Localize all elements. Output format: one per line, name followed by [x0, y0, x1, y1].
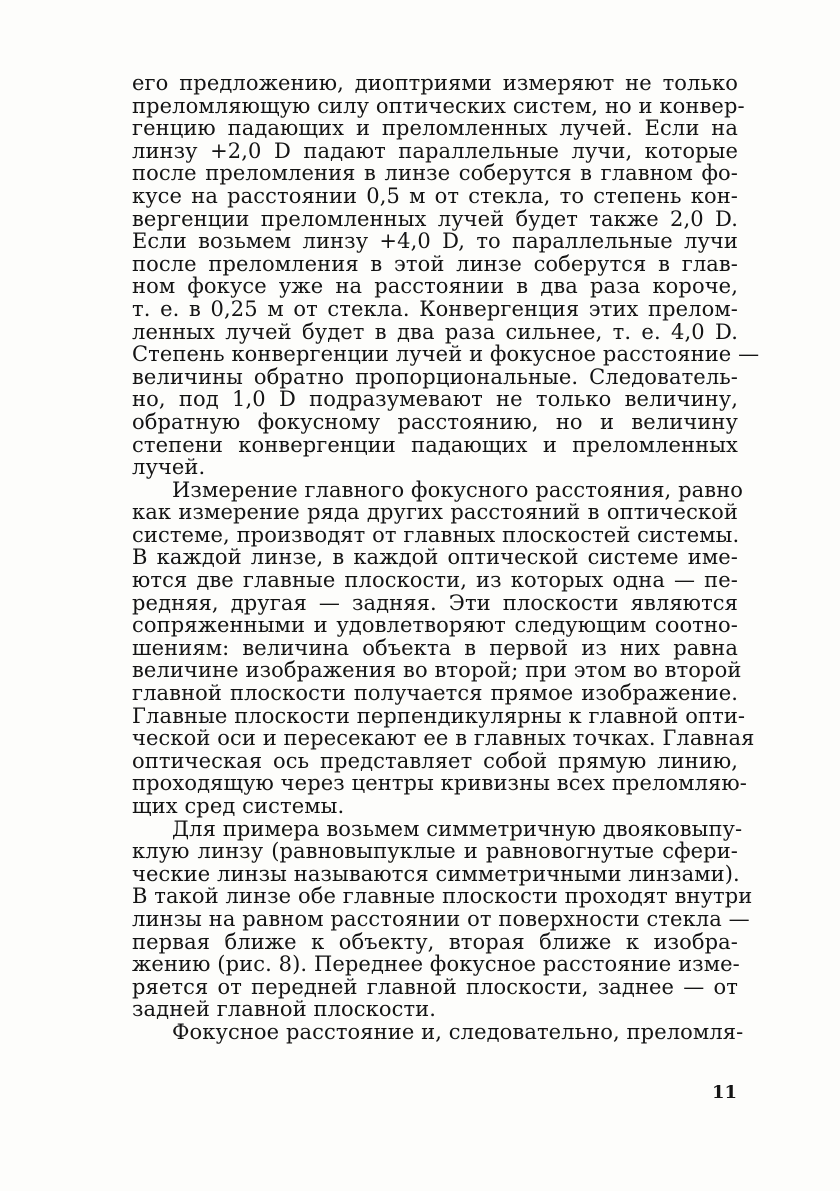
text-line: обратную фокусному расстоянию, но и величину — [132, 409, 738, 434]
text-line: величине изображения во второй; при этом во второй — [132, 658, 742, 683]
text-line: Для примера возьмем симметричную двояковыпу- — [172, 816, 743, 841]
text-line: сопряженными и удовлетворяют следующим соотно- — [132, 613, 738, 638]
page-number: 11 — [712, 1082, 738, 1103]
text-line: как измерение ряда других расстояний в оптической — [132, 500, 738, 525]
text-line: оптическая ось представляет собой прямую линию, — [132, 748, 738, 773]
text-line: ческой оси и пересекают ее в главных точках. Главная — [132, 726, 755, 751]
text-line: первая ближе к объекту, вторая ближе к изобра- — [132, 929, 738, 954]
text-line: шениям: величина объекта в первой из них равна — [132, 635, 738, 660]
text-line: степени конвергенции падающих и преломленных — [132, 432, 738, 457]
text-line: генцию падающих и преломленных лучей. Если на — [132, 116, 738, 141]
text-line: кусе на расстоянии 0,5 м от стекла, то степень кон- — [132, 183, 738, 208]
text-line: щих сред системы. — [132, 794, 345, 818]
text-line: ленных лучей будет в два раза сильнее, т. е. 4,0 D. — [132, 319, 738, 344]
text-line: Измерение главного фокусного расстояния, равно — [172, 477, 744, 502]
text-line: Главные плоскости перпендикулярны к главной опти- — [132, 703, 746, 728]
text-line: главной плоскости получается прямое изображение. — [132, 681, 738, 706]
text-line: его предложению, диоптриями измеряют не только — [132, 71, 738, 95]
text-line: ном фокусе уже на расстоянии в два раза короче, — [132, 274, 738, 299]
text-line: В такой линзе обе главные плоскости проходят внутри — [132, 884, 753, 909]
text-line: Если возьмем линзу +4,0 D, то параллельные лучи — [132, 229, 738, 254]
text-line: задней главной плоскости. — [132, 997, 437, 1022]
text-line: лучей. — [132, 455, 206, 480]
text-line: ряется от передней главной плоскости, заднее — от — [132, 974, 738, 999]
text-line: редняя, другая — задняя. Эти плоскости являются — [132, 590, 738, 615]
text-line: величины обратно пропорциональные. Следователь- — [132, 364, 738, 389]
text-line: преломляющую силу оптических систем, но и конвер- — [132, 93, 745, 118]
text-line: ческие линзы называются симметричными линзами). — [132, 861, 740, 886]
text-line: после преломления в этой линзе соберутся в глав- — [132, 251, 738, 276]
text-line: Степень конвергенции лучей и фокусное расстояние — — [132, 342, 760, 367]
text-line: т. е. в 0,25 м от стекла. Конвергенция этих прелом- — [132, 296, 738, 321]
text-line: но, под 1,0 D подразумевают не только величину, — [132, 387, 738, 412]
text-line: жению (рис. 8). Переднее фокусное расстояние изме- — [132, 952, 740, 977]
text-line: Фокусное расстояние и, следовательно, преломля- — [172, 1019, 744, 1044]
text-line: линзы на равном расстоянии от поверхности стекла — — [132, 906, 750, 931]
text-line: системе, производят от главных плоскостей системы. — [132, 522, 740, 547]
text-line: клую линзу (равновыпуклые и равновогнутые сфери- — [132, 839, 738, 864]
body-text — [132, 71, 760, 1044]
text-line: ются две главные плоскости, из которых одна — пе- — [132, 568, 738, 593]
text-line: В каждой линзе, в каждой оптической системе име- — [132, 545, 738, 570]
text-line: проходящую через центры кривизны всех преломляю- — [132, 771, 747, 796]
text-line: после преломления в линзе соберутся в главном фо- — [132, 161, 738, 186]
text-line: линзу +2,0 D падают параллельные лучи, которые — [132, 138, 738, 163]
text-line: вергенции преломленных лучей будет также 2,0 D. — [132, 206, 738, 231]
